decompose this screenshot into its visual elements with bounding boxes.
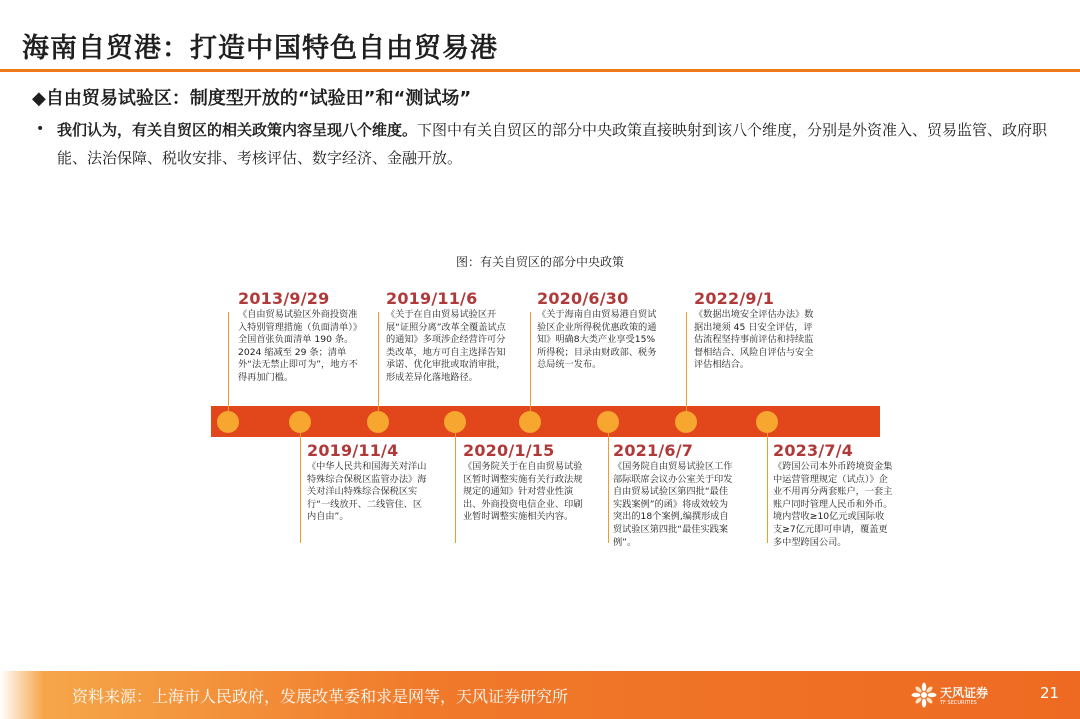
event-description: 《自由贸易试验区外商投资准入特别管理措施（负面清单）》全国首张负面清单 190 条。2024 缩减至 29 条；清单外“法无禁止即可为”，地方不得再加门槛。 <box>238 309 358 383</box>
event-description: 《关于海南自由贸易港自贸试验区企业所得税优惠政策的通知》明确8大类产业享受15%所得税；目录由财政部、税务总局统一发布。 <box>537 309 657 371</box>
timeline-node <box>217 411 239 433</box>
bullet-dot: • <box>36 121 45 137</box>
event-description: 《跨国公司本外币跨境资金集中运营管理规定（试点）》企业不用再分两套账户，一套主账户同时管理人民币和外币。境内营收≥10亿元或国际收支≥7亿元即可申请，覆盖更多中型跨国公司。 <box>773 461 893 548</box>
body-lead: 我们认为，有关自贸区的相关政策内容呈现八个维度。 <box>57 121 418 139</box>
timeline-connector <box>378 312 379 411</box>
timeline-node <box>756 411 778 433</box>
page-number: 21 <box>1040 684 1060 702</box>
timeline-connector <box>767 433 768 543</box>
timeline-connector <box>530 312 531 411</box>
section-heading: ◆自由贸易试验区：制度型开放的“试验田”和“测试场” <box>32 88 472 109</box>
timeline-connector <box>455 433 456 543</box>
timeline-connector <box>228 312 229 411</box>
event-date: 2019/11/6 <box>386 289 478 308</box>
event-date: 2013/9/29 <box>238 289 330 308</box>
timeline-node <box>675 411 697 433</box>
figure-caption: 图：有关自贸区的部分中央政策 <box>455 255 624 269</box>
event-date: 2019/11/4 <box>307 441 399 460</box>
event-description: 《中华人民共和国海关对洋山特殊综合保税区监管办法》海关对洋山特殊综合保税区实行“一线放开、二线管住、区内自由”。 <box>307 461 427 523</box>
timeline-node <box>597 411 619 433</box>
event-description: 《关于在自由贸易试验区开展“证照分离”改革全覆盖试点的通知》多项涉企经营许可分类改革，地方可自主选择告知承诺、优化审批或取消审批，形成差异化落地路径。 <box>386 309 506 383</box>
timeline-bar <box>211 406 880 437</box>
slide-title: 海南自贸港：打造中国特色自由贸易港 <box>22 33 498 64</box>
event-description: 《国务院自由贸易试验区工作部际联席会议办公室关于印发自由贸易试验区第四批“最佳实践案例”的函》将成效较为突出的18个案例,编撰形成自贸试验区第四批“最佳实践案例”。 <box>613 461 733 548</box>
body-text: 下图中有关自贸区的部分中央政策直接映射到该八个维度，分别是外资准入、贸易监管、政府职能、法治保障、税收安排、考核评估、数字经济、金融开放。 <box>57 121 1048 167</box>
timeline-connector <box>608 433 609 543</box>
event-date: 2021/6/7 <box>613 441 694 460</box>
event-description: 《数据出境安全评估办法》数据出境须 45 日安全评估，评估流程坚持事前评估和持续监督相结合、风险自评估与安全评估相结合。 <box>694 309 814 371</box>
timeline-node <box>519 411 541 433</box>
timeline-connector <box>686 312 687 411</box>
timeline-connector <box>300 433 301 543</box>
logo-cn: 天风证券 <box>940 686 989 700</box>
body-paragraph <box>57 116 1067 172</box>
event-date: 2022/9/1 <box>694 289 775 308</box>
timeline-node <box>367 411 389 433</box>
footer-logo <box>910 681 1000 711</box>
title-rule <box>0 69 1080 72</box>
event-date: 2020/6/30 <box>537 289 629 308</box>
timeline-node <box>289 411 311 433</box>
logo-en: TF SECURITIES <box>940 700 977 706</box>
event-description: 《国务院关于在自由贸易试验区暂时调整实施有关行政法规规定的通知》针对营业性演出、外商投资电信企业、印刷业暂时调整实施相关内容。 <box>463 461 583 523</box>
event-date: 2020/1/15 <box>463 441 555 460</box>
tf-logo-icon <box>910 681 938 709</box>
timeline-node <box>444 411 466 433</box>
event-date: 2023/7/4 <box>773 441 854 460</box>
footer-source: 资料来源：上海市人民政府，发展改革委和求是网等，天风证券研究所 <box>72 687 569 706</box>
